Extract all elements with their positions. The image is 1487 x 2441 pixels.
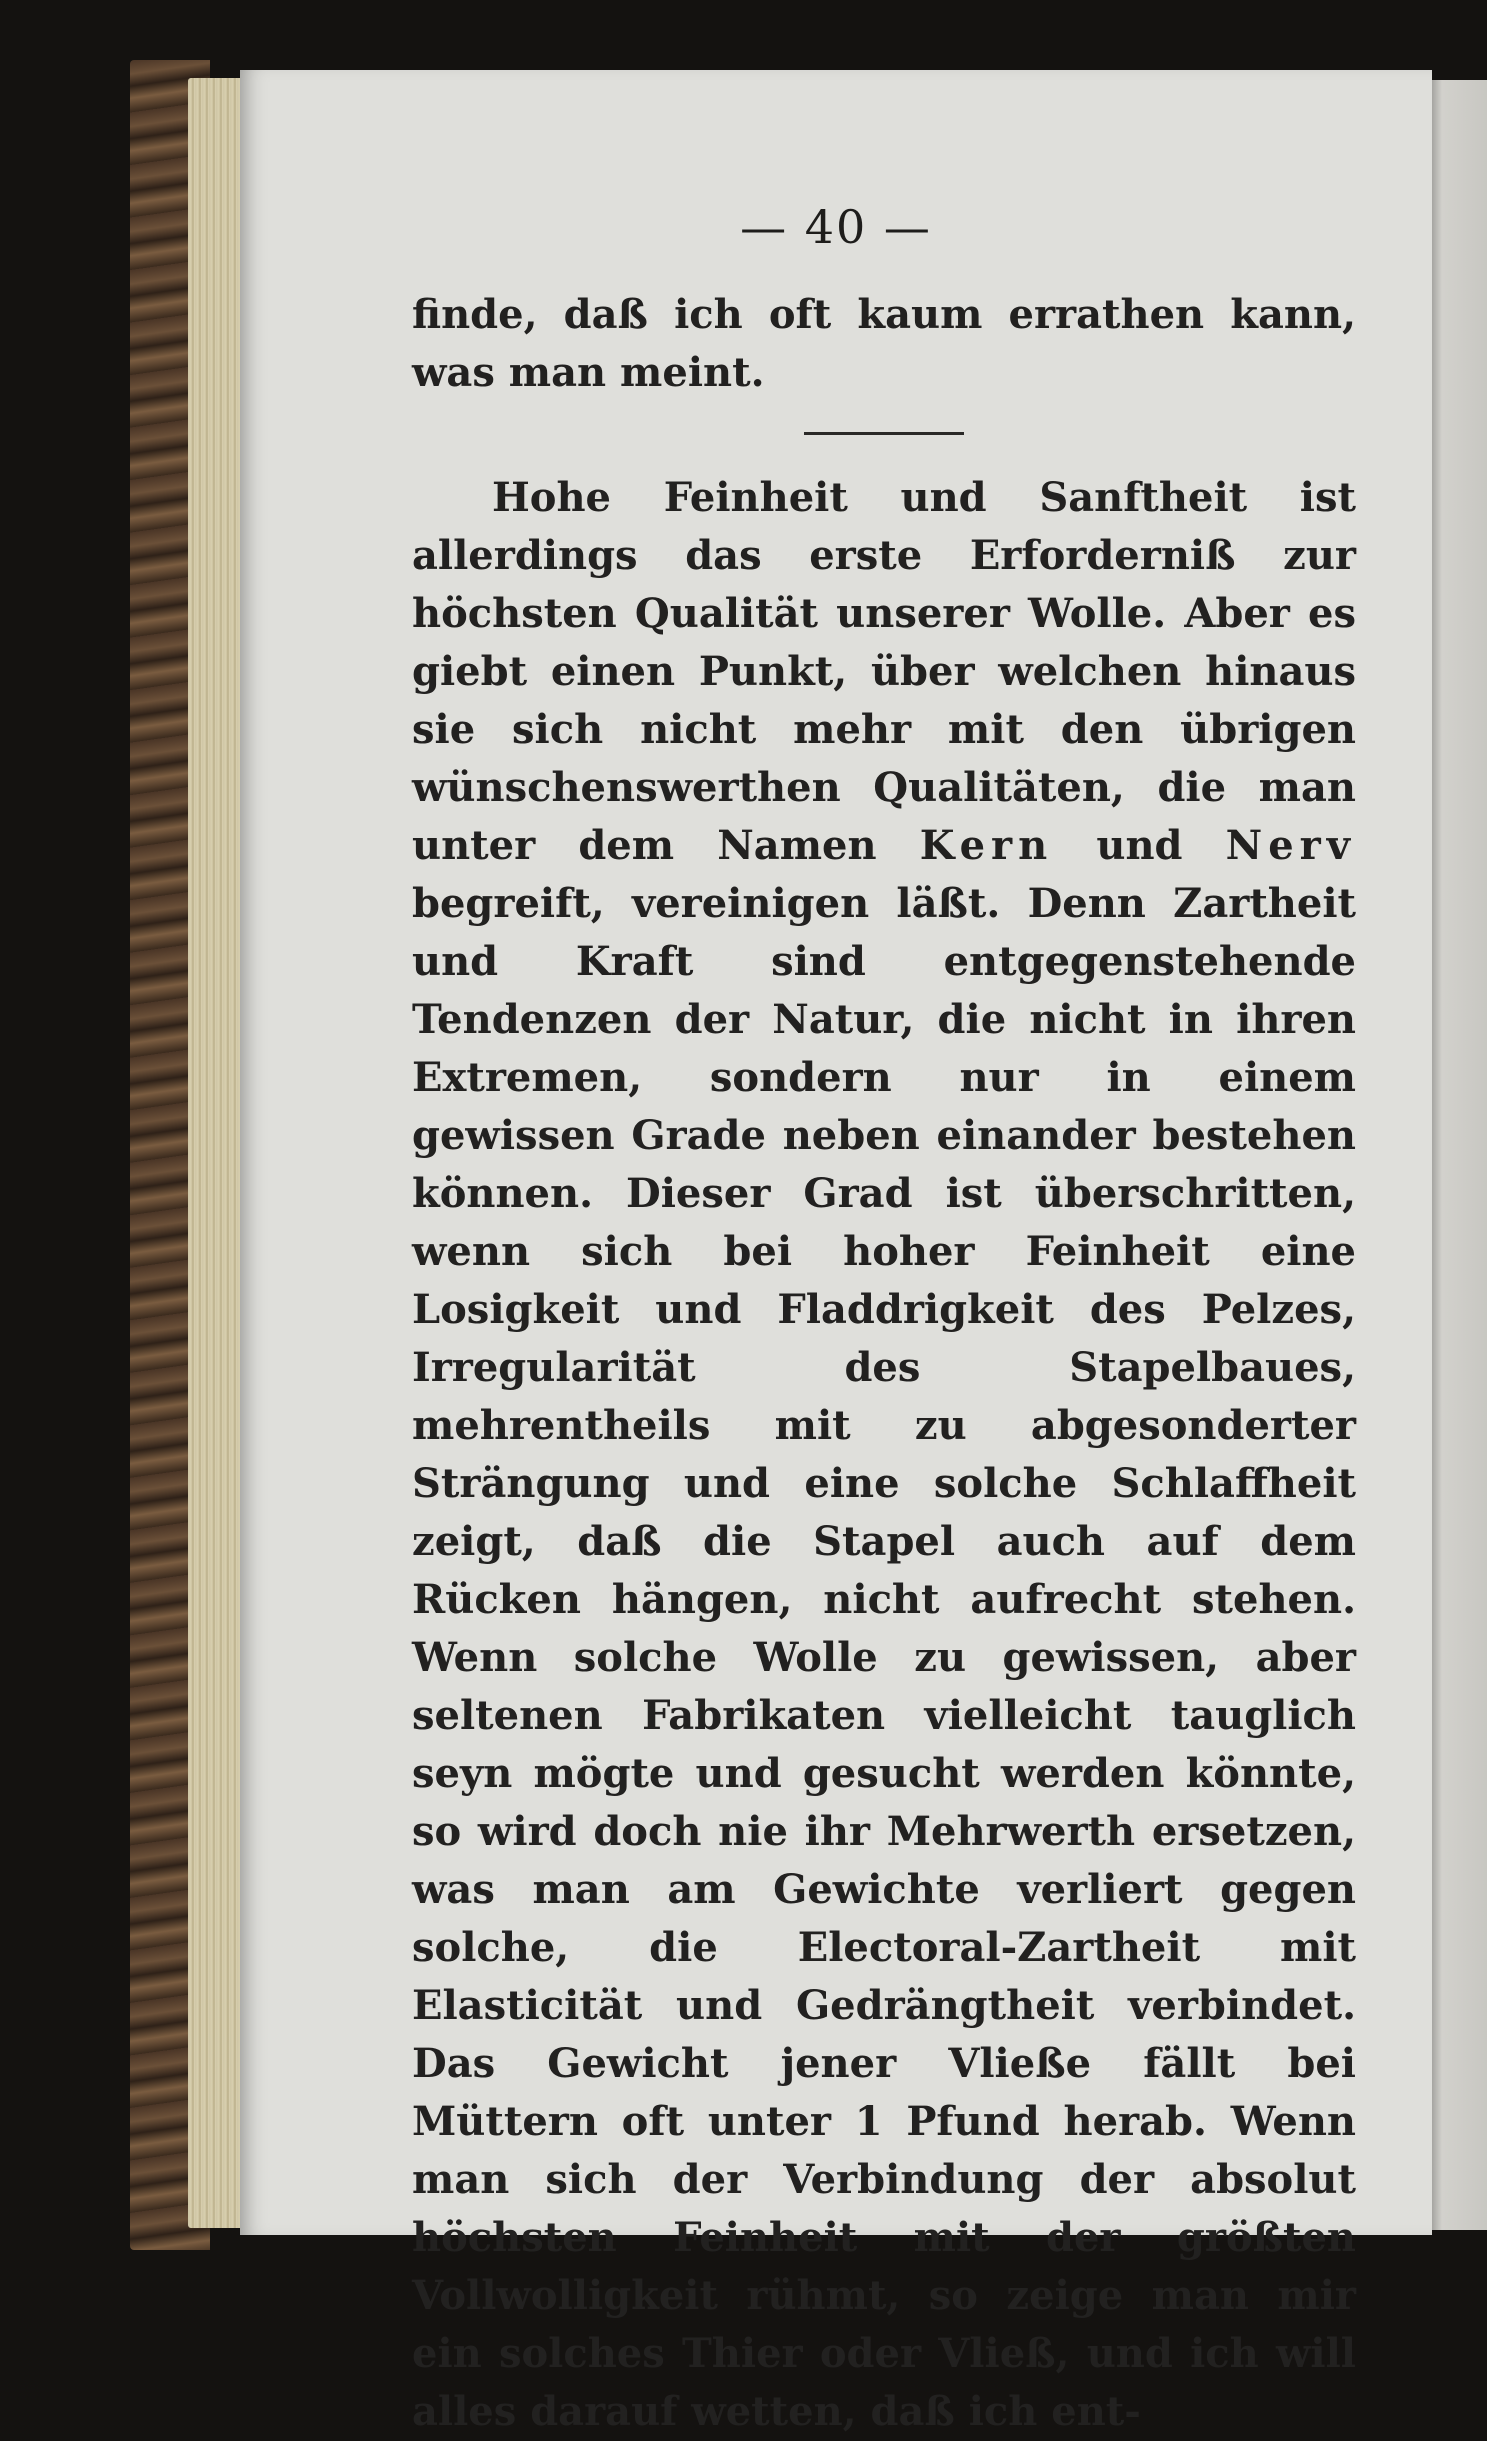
- paragraph-part-1: Hohe Feinheit und Sanftheit ist allerdings das erste Erforderniß zur höchsten Qualität unserer Wolle. Aber es giebt einen Punkt, über welchen hinaus sie sich nicht mehr mit den übrigen wünschenswerthen Qualitäten, die man unter dem Namen: [412, 474, 1356, 869]
- term-nerv: Nerv: [1225, 822, 1356, 869]
- page-number: — 40 —: [740, 200, 932, 254]
- main-paragraph: [412, 469, 1356, 2441]
- section-divider: [804, 432, 964, 435]
- paragraph-part-3: begreift, vereinigen läßt. Denn Zartheit und Kraft sind entgegenstehende Tendenzen der Natur, die nicht in ihren Extremen, sondern nur in einem gewissen Grade neben einander bestehen können. Dieser Grad ist überschritten, wenn sich bei hoher Feinheit eine Losigkeit und Fladdrigkeit des Pelzes, Irregularität des Stapelbaues, mehrentheils mit zu abgesonderter Strängung und eine solche Schlaffheit zeigt, daß die Stapel auch auf dem Rücken hängen, nicht aufrecht stehen. Wenn solche Wolle zu gewissen, aber seltenen Fabrikaten vielleicht tauglich seyn mögte und gesucht werden könnte, so wird doch nie ihr Mehrwerth ersetzen, was man am Gewichte verliert gegen solche, die Electoral-Zartheit mit Elasticität und Gedrängtheit verbindet. Das Gewicht jener Vließe fällt bei Müttern oft unter 1 Pfund herab. Wenn man sich der Verbindung der absolut höchsten Feinheit mit der größten Vollwolligkeit rühmt, so zeige man mir ein solches Thier oder Vließ, und ich will alles darauf wetten, daß ich ent-: [412, 880, 1356, 2435]
- term-kern: Kern: [919, 822, 1054, 869]
- next-page-edge: [1430, 80, 1487, 2230]
- paragraph-part-2: und: [1053, 822, 1226, 869]
- carryover-text: finde, daß ich oft kaum errathen kann, was man meint.: [412, 291, 1356, 396]
- page-text: [412, 286, 1356, 2441]
